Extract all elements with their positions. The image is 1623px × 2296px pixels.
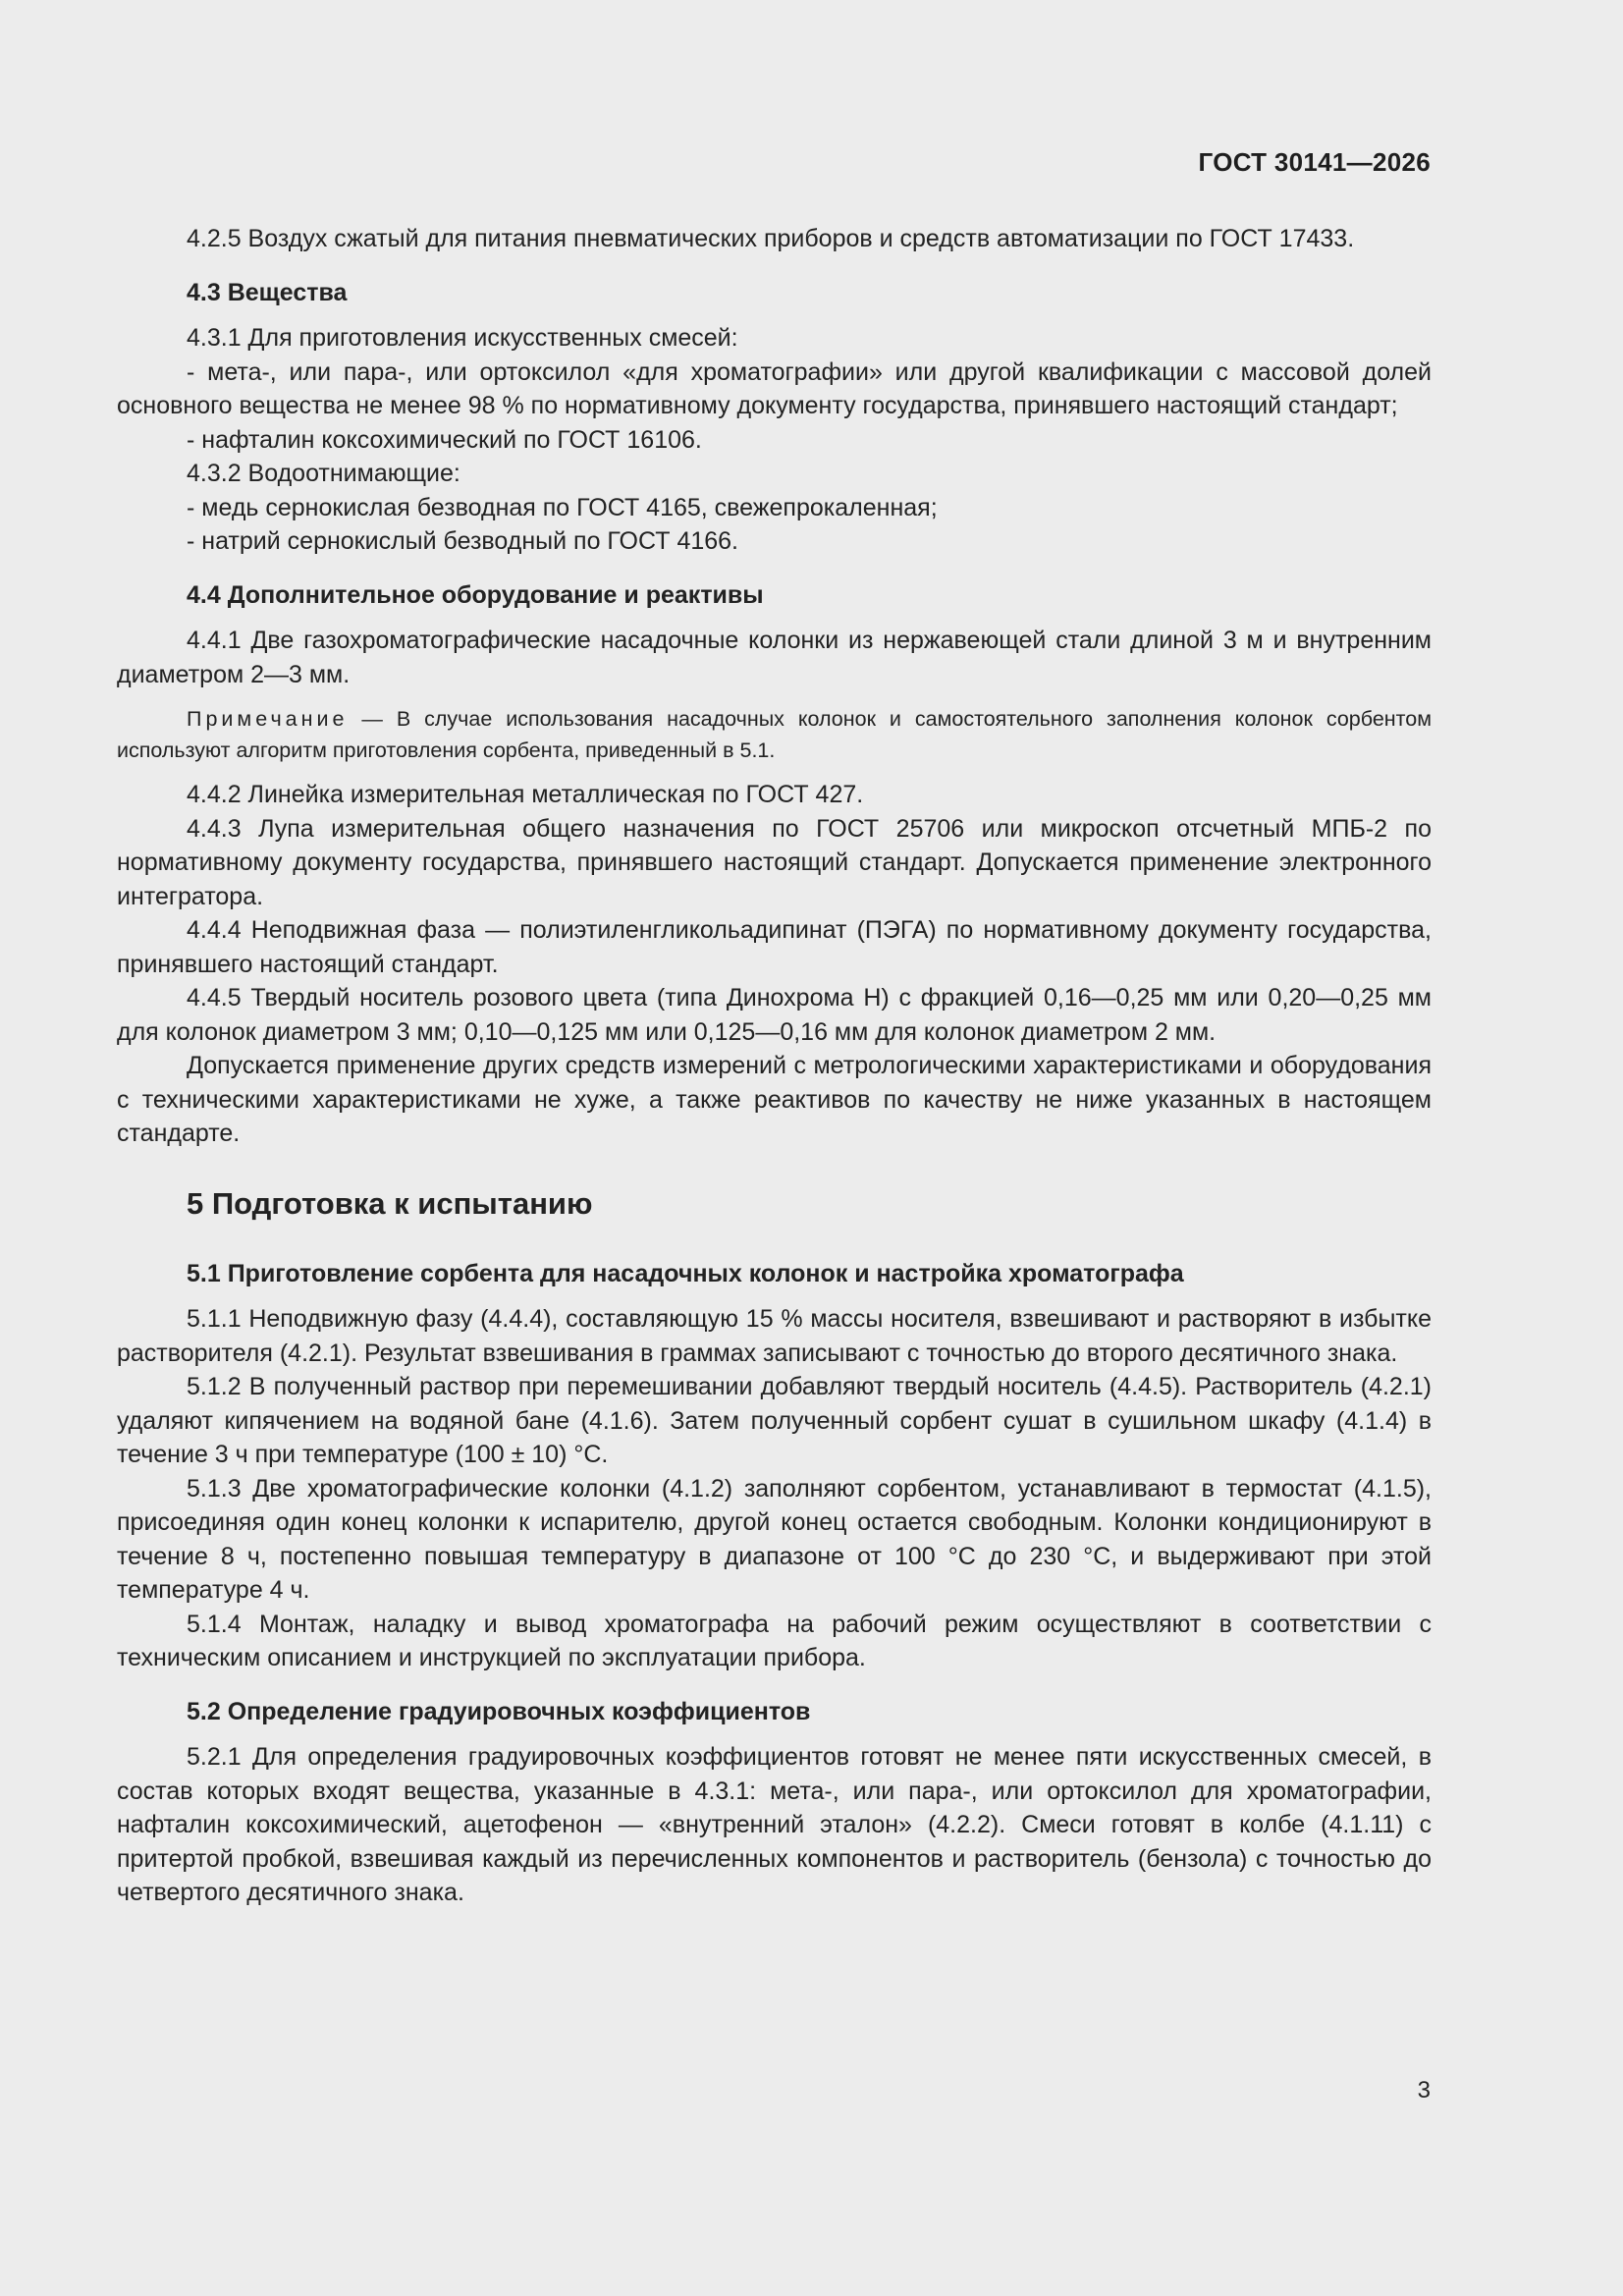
paragraph-5-2-1: 5.2.1 Для определения градуировочных коэффициентов готовят не менее пяти искусственных смесей, в состав которых входят вещества, указанные в 4.3.1: мета-, или пара-, или ортоксилол для хроматографии, нафталин коксохимический, ацетофенон — «внутренний эталон» (4.2.2). Смеси готовят в колбе (4.1.11) с притертой пробкой, взвешивая каждый из перечисленных компонентов и растворитель (бензола) с точностью до четвертого десятичного знака. <box>117 1743 1432 1906</box>
paragraph-4-4-4: 4.4.4 Неподвижная фаза — полиэтиленгликольадипинат (ПЭГА) по нормативному документу государства, принявшего настоящий стандарт. <box>117 916 1432 978</box>
paragraph-4-4-2: 4.4.2 Линейка измерительная металлическая по ГОСТ 427. <box>187 781 864 808</box>
list-item-copper-sulfate: - медь сернокислая безводная по ГОСТ 4165, свежепрокаленная; <box>187 493 938 521</box>
note <box>117 703 1432 766</box>
page-header: ГОСТ 30141—2026 <box>1198 147 1431 177</box>
heading-4-3: 4.3 Вещества <box>187 278 348 306</box>
paragraph-5-1-3: 5.1.3 Две хроматографические колонки (4.1.2) заполняют сорбентом, устанавливают в термостат (4.1.5), присоединяя один конец колонки к испарителю, другой конец остается свободным. Колонки кондиционируют в течение 8 ч, постепенно повышая температуру в диапазоне от 100 °С до 230 °С, и выдерживают при этой температуре 4 ч. <box>117 1474 1432 1604</box>
paragraph-4-4-1: 4.4.1 Две газохроматографические насадочные колонки из нержавеющей стали длиной 3 м и внутренним диаметром 2—3 мм. <box>117 627 1432 688</box>
list-item-naphthalene: - нафталин коксохимический по ГОСТ 16106. <box>187 425 702 454</box>
paragraph-5-1-1: 5.1.1 Неподвижную фазу (4.4.4), составляющую 15 % массы носителя, взвешивают и растворяют в избытке растворителя (4.2.1). Результат взвешивания в граммах записывают с точностью до второго десятичного знака. <box>117 1305 1432 1367</box>
paragraph-5-1-4: 5.1.4 Монтаж, наладку и вывод хроматографа на рабочий режим осуществляют в соответствии с техническим описанием и инструкцией по эксплуатации прибора. <box>117 1610 1432 1671</box>
paragraph-allowance: Допускается применение других средств измерений с метрологическими характеристиками и оборудования с техническими характеристиками не хуже, а также реактивов по качеству не ниже указанных в настоящем стандарте. <box>117 1052 1432 1147</box>
heading-section-5: 5 Подготовка к испытанию <box>187 1185 593 1221</box>
note-label: Примечание <box>187 707 349 731</box>
paragraph-5-1-2: 5.1.2 В полученный раствор при перемешивании добавляют твердый носитель (4.4.5). Растворитель (4.2.1) удаляют кипячением на водяной бане (4.1.6). Затем полученный сорбент сушат в сушильном шкафу (4.1.4) в течение 3 ч при температуре (100 ± 10) °С. <box>117 1373 1432 1468</box>
paragraph-4-4-3: 4.4.3 Лупа измерительная общего назначения по ГОСТ 25706 или микроскоп отсчетный МПБ-2 по нормативному документу государства, принявшего настоящий стандарт. Допускается применение электронного интегратора. <box>117 814 1432 910</box>
heading-4-4: 4.4 Дополнительное оборудование и реактивы <box>187 580 764 609</box>
paragraph-4-4-5: 4.4.5 Твердый носитель розового цвета (типа Динохрома Н) с фракцией 0,16—0,25 мм или 0,20—0,25 мм для колонок диаметром 3 мм; 0,10—0,125 мм или 0,125—0,16 мм для колонок диаметром 2 мм. <box>117 984 1432 1046</box>
list-item-sodium-sulfate: - натрий сернокислый безводный по ГОСТ 4166. <box>187 527 738 555</box>
note-text: — В случае использования насадочных колонок и самостоятельного заполнения колонок сорбентом используют алгоритм приготовления сорбента, приведенный в 5.1. <box>117 707 1432 762</box>
paragraph-4-2-5: 4.2.5 Воздух сжатый для питания пневматических приборов и средств автоматизации по ГОСТ 17433. <box>187 225 1355 252</box>
heading-5-2: 5.2 Определение градуировочных коэффициентов <box>187 1697 811 1725</box>
heading-5-1: 5.1 Приготовление сорбента для насадочных колонок и настройка хроматографа <box>187 1259 1184 1287</box>
list-item-xylol: - мета-, или пара-, или ортоксилол «для хроматографии» или другой квалификации с массовой долей основного вещества не менее 98 % по нормативному документу государства, принявшего настоящий стандарт; <box>117 357 1432 419</box>
document-body <box>117 222 1432 1910</box>
paragraph-4-3-1: 4.3.1 Для приготовления искусственных смесей: <box>187 324 738 352</box>
paragraph-4-3-2: 4.3.2 Водоотнимающие: <box>187 460 460 487</box>
page-number: 3 <box>1417 2077 1431 2104</box>
